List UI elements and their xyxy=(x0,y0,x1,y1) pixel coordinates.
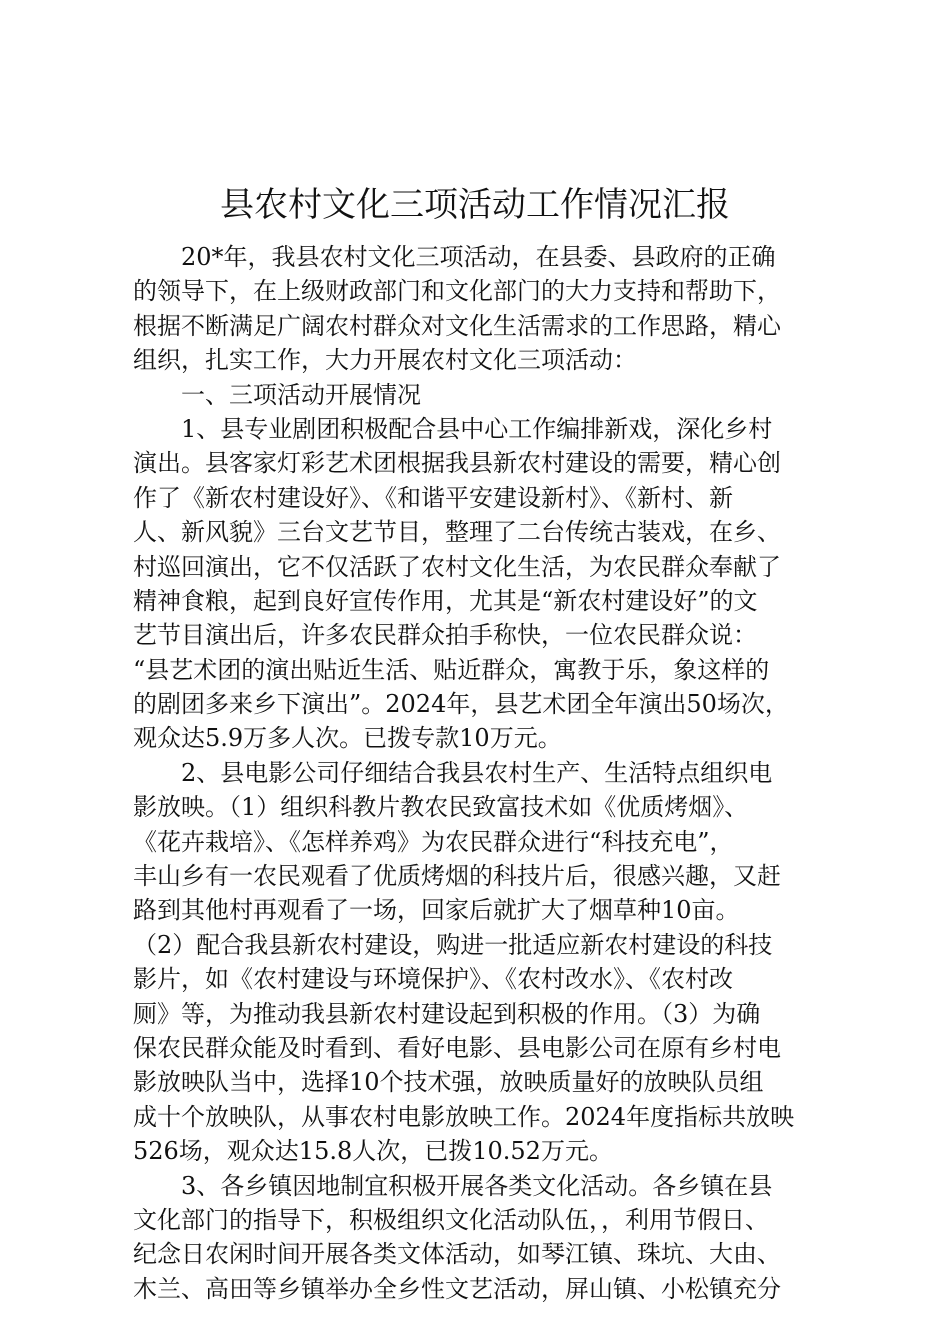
document-text-line: 影放映队当中，选择10个技术强，放映质量好的放映队员组 xyxy=(133,1068,764,1097)
document-text-line: 保农民群众能及时看到、看好电影、县电影公司在原有乡村电 xyxy=(133,1033,781,1062)
document-text-line: 人、新风貌》三台文艺节目，整理了二台传统古装戏，在乡、 xyxy=(133,518,781,547)
document-text-line: 路到其他村再观看了一场，回家后就扩大了烟草种10亩。 xyxy=(133,896,740,925)
document-text-line: 成十个放映队，从事农村电影放映工作。2024年度指标共放映 xyxy=(133,1102,795,1131)
document-text-line: 村巡回演出，它不仅活跃了农村文化生活，为农民群众奉献了 xyxy=(133,552,781,581)
document-text-line: 作了《新农村建设好》、《和谐平安建设新村》、《新村、新 xyxy=(133,483,733,512)
document-text-line: 3、各乡镇因地制宜积极开展各类文化活动。各乡镇在县 xyxy=(181,1171,773,1200)
document-text-line: 木兰、高田等乡镇举办全乡性文艺活动，屏山镇、小松镇充分 xyxy=(133,1274,781,1303)
document-text-line: 精神食粮，起到良好宣传作用，尤其是“新农村建设好”的文 xyxy=(133,586,758,615)
document-text-line: 厕》等，为推动我县新农村建设起到积极的作用。（3）为确 xyxy=(133,999,761,1028)
document-text-line: 2、县电影公司仔细结合我县农村生产、生活特点组织电 xyxy=(181,758,773,787)
document-text-line: 影放映。（1）组织科教片教农民致富技术如《优质烤烟》、 xyxy=(133,793,749,822)
document-text-line: 20*年，我县农村文化三项活动，在县委、县政府的正确 xyxy=(181,243,776,271)
document-text-line: 观众达5.9万多人次。已拨专款10万元。 xyxy=(133,724,562,753)
document-text-line: 组织，扎实工作，大力开展农村文化三项活动： xyxy=(133,346,637,375)
document-text-line: 《花卉栽培》、《怎样养鸡》为农民群众进行“科技充电”， xyxy=(133,827,734,856)
document-text-line: 的领导下，在上级财政部门和文化部门的大力支持和帮助下， xyxy=(133,277,781,306)
document-text-line: 艺节目演出后，许多农民群众拍手称快，一位农民群众说： xyxy=(133,621,757,650)
document-text-line: 一、三项活动开展情况 xyxy=(181,380,421,409)
document-text-line: 根据不断满足广阔农村群众对文化生活需求的工作思路，精心 xyxy=(133,311,781,340)
document-text-line: 影片，如《农村建设与环境保护》、《农村改水》、《农村改 xyxy=(133,965,733,994)
document-text-line: 526场，观众达15.8人次，已拨10.52万元。 xyxy=(133,1137,613,1166)
document-text-line: 1、县专业剧团积极配合县中心工作编排新戏，深化乡村 xyxy=(181,414,773,443)
document-text-line: 纪念日农闲时间开展各类文体活动，如琴江镇、珠坑、大由、 xyxy=(133,1240,781,1269)
document-body xyxy=(133,240,833,1306)
document-text-line: 文化部门的指导下，积极组织文化活动队伍，，利用节假日、 xyxy=(133,1205,769,1234)
document-title: 县农村文化三项活动工作情况汇报 xyxy=(220,185,730,225)
document-text-line: “县艺术团的演出贴近生活、贴近群众，寓教于乐，象这样的 xyxy=(133,655,770,684)
document-text-line: 演出。县客家灯彩艺术团根据我县新农村建设的需要，精心创 xyxy=(133,449,781,478)
document-text-line: （2）配合我县新农村建设，购进一批适应新农村建设的科技 xyxy=(133,930,773,959)
document-text-line: 丰山乡有一农民观看了优质烤烟的科技片后，很感兴趣，又赶 xyxy=(133,862,781,891)
document-text-line: 的剧团多来乡下演出”。2024年，县艺术团全年演出50场次， xyxy=(133,690,789,719)
